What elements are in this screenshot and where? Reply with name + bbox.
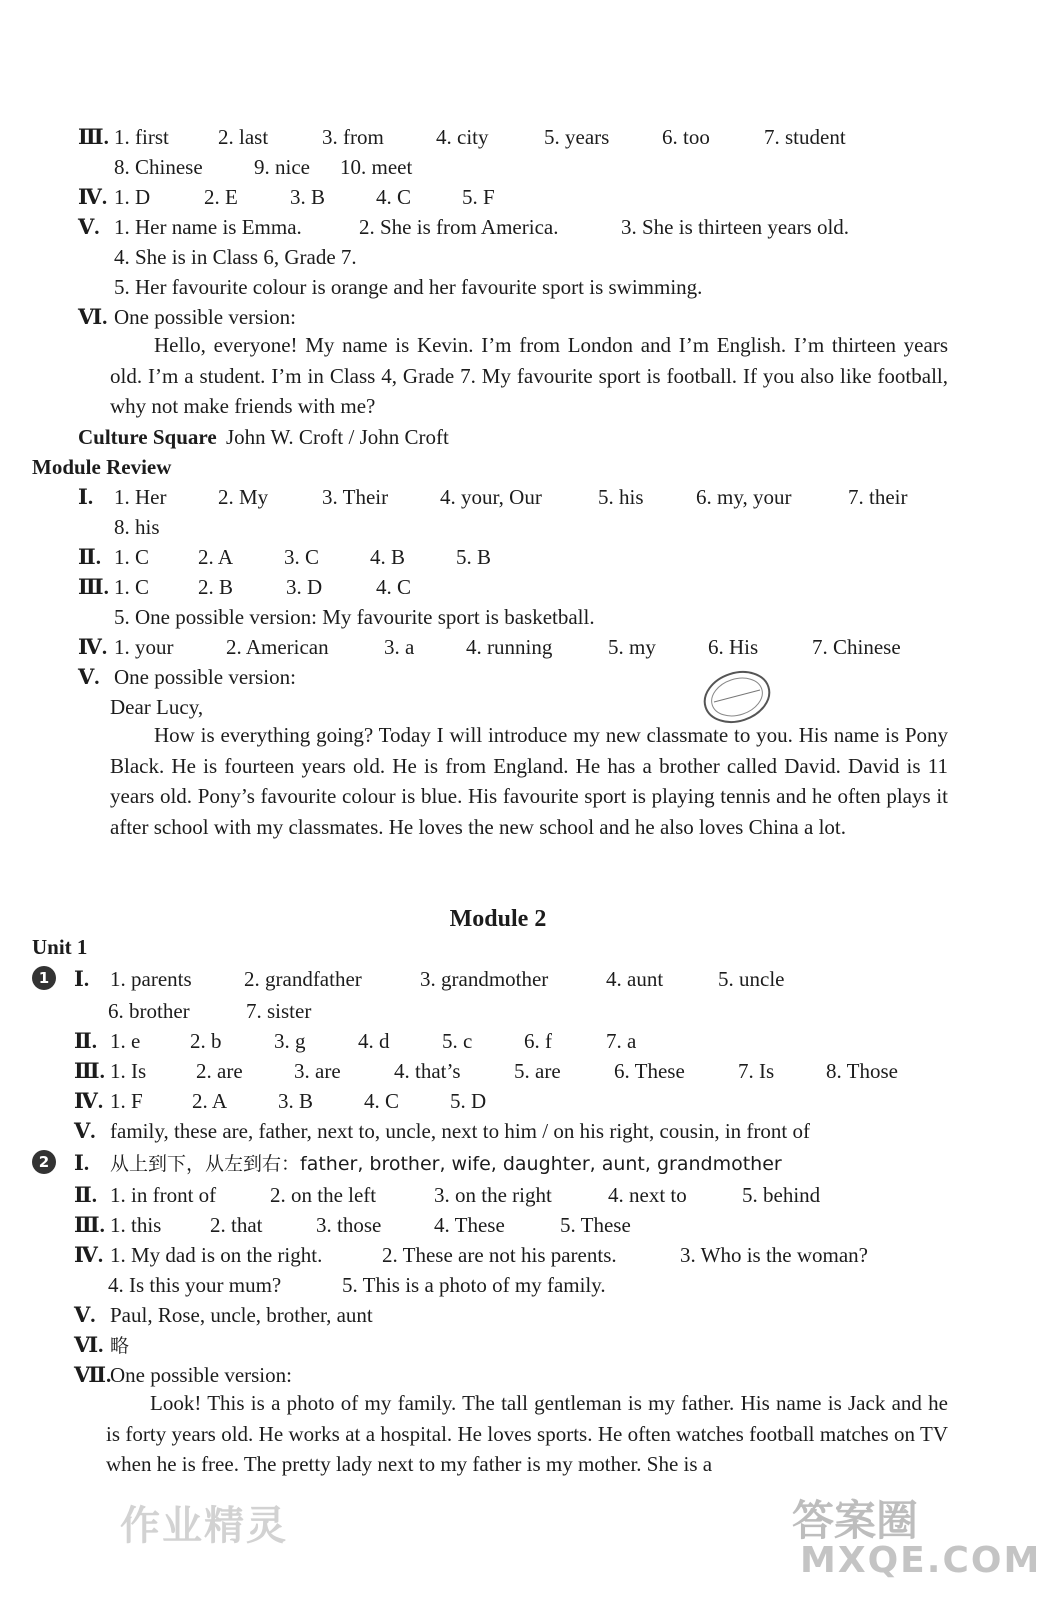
title-text: Module 2 xyxy=(449,906,547,932)
watermark-right xyxy=(792,1488,918,1548)
answer: 4. aunt xyxy=(606,967,664,991)
answer: 4. your, Our xyxy=(440,485,542,509)
answer: 5. his xyxy=(598,485,644,509)
answer: 3. Their xyxy=(322,485,389,509)
answer: 3. D xyxy=(286,575,323,599)
badge-number: 1 xyxy=(38,969,50,987)
answer: 4. B xyxy=(370,545,406,569)
answer: 3. from xyxy=(322,125,384,149)
answer: 1. this xyxy=(110,1213,162,1237)
roman-numeral: Ⅰ. xyxy=(74,1151,90,1175)
unit-1-heading xyxy=(32,934,87,960)
answer: 6. too xyxy=(662,125,710,149)
m2b-2 xyxy=(74,1182,820,1208)
culture-square xyxy=(78,424,449,450)
answer: 3. grandmother xyxy=(420,967,549,991)
watermark-text: 答案圈 xyxy=(792,1496,919,1545)
answer: 4. next to xyxy=(608,1183,687,1207)
roman-numeral: Ⅱ. xyxy=(74,1183,97,1207)
roman-numeral: Ⅴ. xyxy=(78,665,100,689)
roman-numeral: Ⅲ. xyxy=(74,1059,105,1083)
answer: 7. a xyxy=(606,1029,637,1053)
answer: 2. She is from America. xyxy=(359,215,559,239)
answer: 6. His xyxy=(708,635,759,659)
module-2-title xyxy=(0,904,996,934)
m2-5 xyxy=(74,1118,810,1144)
roman-numeral: Ⅶ. xyxy=(74,1363,112,1387)
review-1-row2 xyxy=(114,514,160,540)
answer: 5. behind xyxy=(742,1183,821,1207)
answer: 3. B xyxy=(278,1089,314,1113)
answer: 8. Chinese xyxy=(114,155,203,179)
answer: 3. g xyxy=(274,1029,306,1053)
answer: 1. Is xyxy=(110,1059,147,1083)
m2b-4-row1 xyxy=(74,1242,868,1268)
answer: 7. student xyxy=(764,125,846,149)
answer: 2. that xyxy=(210,1213,263,1237)
review-5-essay xyxy=(110,720,948,842)
module-review-heading xyxy=(32,454,171,480)
answer: 4. d xyxy=(358,1029,390,1053)
roman-numeral: Ⅴ. xyxy=(74,1119,96,1143)
answer: 1. in front of xyxy=(110,1183,217,1207)
roman-numeral: Ⅳ. xyxy=(74,1089,104,1113)
answer: 2. A xyxy=(192,1089,228,1113)
answer: 2. on the left xyxy=(270,1183,377,1207)
part-2-badge xyxy=(32,1150,56,1174)
answer: 3. She is thirteen years old. xyxy=(621,215,850,239)
review-3-row1 xyxy=(78,574,411,600)
roman-numeral: Ⅳ. xyxy=(78,635,108,659)
roman-numeral: Ⅲ. xyxy=(78,125,109,149)
answer: 1. first xyxy=(114,125,169,149)
m2b-6 xyxy=(74,1332,129,1359)
answer: 4. She is in Class 6, Grade 7. xyxy=(114,245,357,269)
review-1-row1 xyxy=(78,484,907,510)
m2-3 xyxy=(74,1058,898,1084)
m2-1-row1 xyxy=(74,966,784,992)
watermark-url xyxy=(800,1540,1041,1581)
answer: 5. years xyxy=(544,125,610,149)
roman-numeral: Ⅱ. xyxy=(78,545,101,569)
answer: 5. D xyxy=(450,1089,487,1113)
answer: 3. B xyxy=(290,185,326,209)
answer: 6. brother xyxy=(108,999,190,1023)
essay-text: How is everything going? Today I will introduce my new classmate to you. His name is Pony Black. He is fourteen years old. He is from England. He has a brother called David. David is 11 years old. Pony’s favourite colour is blue. His favourite sport is playing tennis and he often plays it after school with my classmates. He loves the new school and he also loves China a lot. xyxy=(110,723,948,839)
answer: 7. Is xyxy=(738,1059,775,1083)
answer: 1. F xyxy=(110,1089,143,1113)
roman-numeral: Ⅳ. xyxy=(74,1243,104,1267)
answer: 4. city xyxy=(436,125,489,149)
answer: 1. parents xyxy=(110,967,192,991)
part-1-badge xyxy=(32,966,56,990)
answer: 9. nice xyxy=(254,155,310,179)
m2b-1 xyxy=(74,1150,782,1177)
answer: 4. C xyxy=(376,185,412,209)
answer: 4. C xyxy=(364,1089,400,1113)
answer: 2. b xyxy=(190,1029,222,1053)
m2b-7-essay xyxy=(106,1388,948,1480)
answer: 3. on the right xyxy=(434,1183,552,1207)
answer: 2. American xyxy=(226,635,329,659)
badge-number: 2 xyxy=(38,1153,50,1171)
watermark-left xyxy=(120,1494,288,1551)
essay-text: Look! This is a photo of my family. The tall gentleman is my father. His name is Jack and he is forty years old. He works at a hospital. He loves sports. He often watches football matches on TV when he is free. The pretty lady next to my father is my mother. She is a xyxy=(106,1391,948,1476)
answer: 10. meet xyxy=(340,155,413,179)
answer: 5. are xyxy=(514,1059,561,1083)
answer: 7. Chinese xyxy=(812,635,901,659)
answer: 5. Her favourite colour is orange and her favourite sport is swimming. xyxy=(114,275,703,299)
answer: 3. those xyxy=(316,1213,382,1237)
answer: 5. One possible version: My favourite sport is basketball. xyxy=(114,605,595,629)
answer: 5. F xyxy=(462,185,495,209)
answer: 3. are xyxy=(294,1059,341,1083)
answer: family, these are, father, next to, uncle, next to him / on his right, cousin, in front of xyxy=(110,1119,810,1143)
review-2 xyxy=(78,544,491,570)
roman-numeral: Ⅰ. xyxy=(74,967,90,991)
culture-square-label: Culture Square xyxy=(78,425,217,449)
heading-text: Module Review xyxy=(32,455,172,479)
label: One possible version: xyxy=(110,1363,292,1387)
answer: 4. running xyxy=(466,635,553,659)
answer: 8. Those xyxy=(826,1059,898,1083)
roman-numeral: Ⅴ. xyxy=(74,1303,96,1327)
answer: 2. grandfather xyxy=(244,967,362,991)
answer: 4. that’s xyxy=(394,1059,461,1083)
review-5-label xyxy=(78,664,296,690)
answer: 6. my, your xyxy=(696,485,792,509)
section-5-row3 xyxy=(114,274,702,300)
section-6-label xyxy=(78,304,296,330)
answer: 2. My xyxy=(218,485,269,509)
section-6-essay xyxy=(110,330,948,422)
answer: 8. his xyxy=(114,515,160,539)
review-4 xyxy=(78,634,901,660)
answer: 3. Who is the woman? xyxy=(680,1243,868,1267)
answer: 3. a xyxy=(384,635,415,659)
answer: 7. their xyxy=(848,485,908,509)
m2b-7-label xyxy=(74,1362,292,1388)
label: One possible version: xyxy=(114,665,296,689)
answer: 1. Her name is Emma. xyxy=(114,215,302,239)
answer: 5. uncle xyxy=(718,967,785,991)
watermark-text: MXQE.COM xyxy=(800,1540,1041,1581)
answer: 1. D xyxy=(114,185,151,209)
answer: John W. Croft / John Croft xyxy=(226,425,449,449)
roman-numeral: Ⅳ. xyxy=(78,185,108,209)
answer: 2. These are not his parents. xyxy=(382,1243,617,1267)
section-5-row2 xyxy=(114,244,357,270)
label: One possible version: xyxy=(114,305,296,329)
answer: 1. Her xyxy=(114,485,167,509)
essay-text: Hello, everyone! My name is Kevin. I’m from London and I’m English. I’m thirteen years old. I’m a student. I’m in Class 4, Grade 7. My favourite sport is football. If you also like football, why not make friends with me? xyxy=(110,333,948,418)
roman-numeral: Ⅰ. xyxy=(78,485,94,509)
answer: 1. C xyxy=(114,575,150,599)
roman-numeral: Ⅴ. xyxy=(78,215,100,239)
answer: 2. B xyxy=(198,575,234,599)
answer: 1. C xyxy=(114,545,150,569)
greeting: Dear Lucy, xyxy=(110,695,204,719)
section-3-row2 xyxy=(114,154,412,180)
section-3-row1 xyxy=(78,124,846,150)
answer: 略 xyxy=(110,1335,130,1357)
roman-numeral: Ⅵ. xyxy=(74,1333,104,1357)
roman-numeral: Ⅱ. xyxy=(74,1029,97,1053)
answer: 5. These xyxy=(560,1213,631,1237)
heading-text: Unit 1 xyxy=(32,935,88,959)
m2b-3 xyxy=(74,1212,631,1238)
roman-numeral: Ⅵ. xyxy=(78,305,108,329)
answer: 1. e xyxy=(110,1029,141,1053)
m2-2 xyxy=(74,1028,636,1054)
m2b-4-row2 xyxy=(108,1272,606,1298)
answer: 2. last xyxy=(218,125,269,149)
answer: 2. E xyxy=(204,185,238,209)
answer: 4. Is this your mum? xyxy=(108,1273,282,1297)
answer: 从上到下，从左到右：father, brother, wife, daughter, aunt, grandmother xyxy=(110,1153,782,1175)
m2b-5 xyxy=(74,1302,373,1328)
watermark-text: 作业精灵 xyxy=(120,1503,288,1549)
answer: 1. your xyxy=(114,635,174,659)
letter-greeting xyxy=(110,694,203,720)
answer: 2. are xyxy=(196,1059,243,1083)
m2-4 xyxy=(74,1088,486,1114)
answer: 6. f xyxy=(524,1029,552,1053)
review-3-row2 xyxy=(114,604,595,630)
answer: 5. This is a photo of my family. xyxy=(342,1273,606,1297)
roman-numeral: Ⅲ. xyxy=(74,1213,105,1237)
answer: 4. C xyxy=(376,575,412,599)
section-4 xyxy=(78,184,495,210)
answer: 3. C xyxy=(284,545,320,569)
answer: 6. These xyxy=(614,1059,685,1083)
answer: Paul, Rose, uncle, brother, aunt xyxy=(110,1303,373,1327)
answer: 5. B xyxy=(456,545,492,569)
answer: 7. sister xyxy=(246,999,312,1023)
section-5-row1 xyxy=(78,214,849,240)
stamp-seal xyxy=(700,668,774,726)
answer: 2. A xyxy=(198,545,234,569)
m2-1-row2 xyxy=(108,998,311,1024)
answer: 5. c xyxy=(442,1029,473,1053)
answer: 5. my xyxy=(608,635,656,659)
roman-numeral: Ⅲ. xyxy=(78,575,109,599)
answer: 1. My dad is on the right. xyxy=(110,1243,323,1267)
answer: 4. These xyxy=(434,1213,505,1237)
